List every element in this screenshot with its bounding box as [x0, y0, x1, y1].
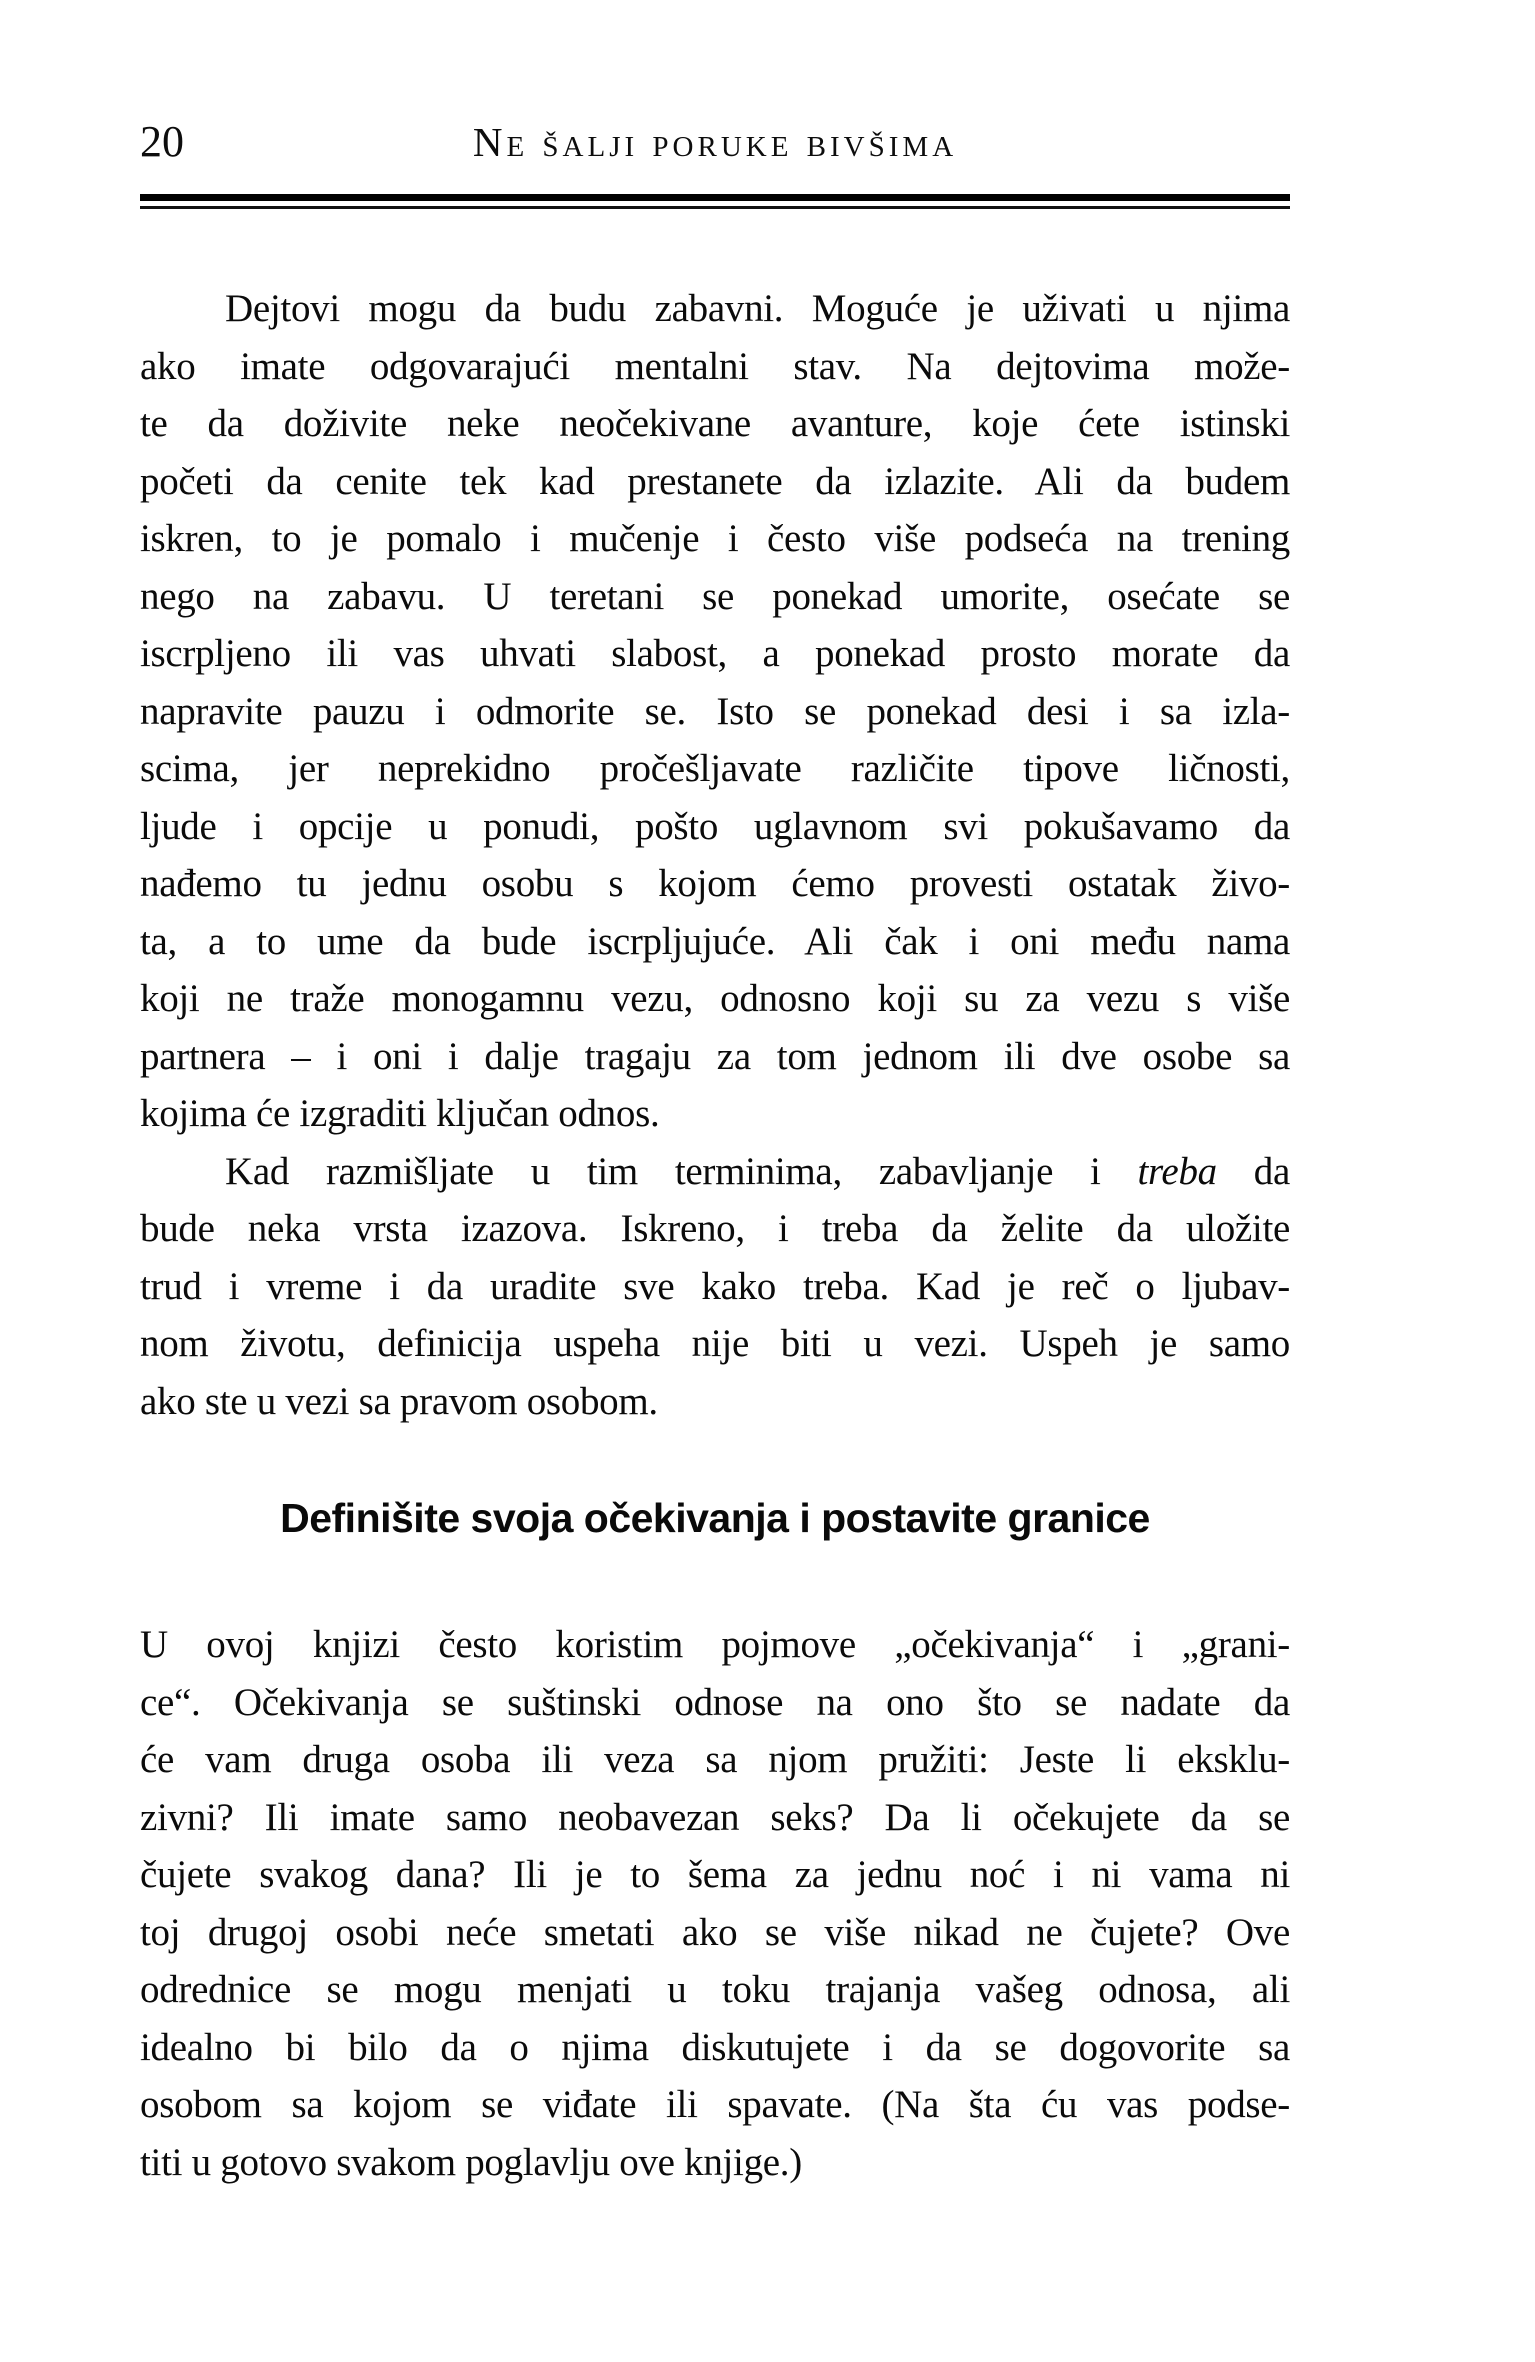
text-line: Dejtovi mogu da budu zabavni. Moguće je uživati u njima	[225, 287, 1290, 330]
text-line: te da doživite neke neočekivane avanture, koje ćete istinski	[140, 402, 1290, 445]
text-line	[140, 1143, 1290, 1201]
page-number: 20	[140, 117, 184, 166]
text-line: bude neka vrsta izazova. Iskreno, i treba da želite da uložite	[140, 1207, 1290, 1250]
text-line: titi u gotovo svakom poglavlju ove knjige.)	[140, 2140, 802, 2184]
header-rule-thin	[140, 206, 1290, 209]
section-heading: Definišite svoja očekivanja i postavite granice	[280, 1495, 1150, 1541]
text-line: idealno bi bilo da o njima diskutujete i da se dogovorite sa	[140, 2025, 1290, 2069]
text-line: U ovoj knjizi često koristim pojmove „očekivanja“ i „grani-	[140, 1623, 1290, 1666]
text-line: čujete svakog dana? Ili je to šema za jednu noć i ni vama ni	[140, 1853, 1290, 1896]
text-block	[140, 0, 1290, 2191]
text-segment: da	[1216, 1149, 1290, 1193]
running-title: Ne šalji poruke bivšima	[472, 119, 958, 165]
paragraph	[140, 1616, 1290, 2191]
text-line: nađemo tu jednu osobu s kojom ćemo provesti ostatak živo-	[140, 862, 1290, 905]
text-line: ako imate odgovarajući mentalni stav. Na dejtovima može-	[140, 344, 1290, 388]
paragraph	[140, 280, 1290, 1143]
text-line: nom životu, definicija uspeha nije biti u vezi. Uspeh je samo	[140, 1322, 1290, 1365]
text-line: odrednice se mogu menjati u toku trajanja vašeg odnosa, ali	[140, 1968, 1290, 2011]
text-line: će vam druga osoba ili veza sa njom pružiti: Jeste li eksklu-	[140, 1738, 1290, 1781]
text-line: napravite pauzu i odmorite se. Isto se ponekad desi i sa izla-	[140, 689, 1290, 733]
body-text-before-heading	[140, 280, 1290, 1430]
text-line: zivni? Ili imate samo neobavezan seks? Da li očekujete da se	[140, 1795, 1290, 1839]
text-line: scima, jer neprekidno pročešljavate različite tipove ličnosti,	[140, 747, 1290, 790]
text-line: ako ste u vezi sa pravom osobom.	[140, 1379, 658, 1423]
emphasized-text: treba	[1137, 1149, 1217, 1193]
paragraph	[140, 1143, 1290, 1431]
text-line: toj drugoj osobi neće smetati ako se više nikad ne čujete? Ove	[140, 1910, 1290, 1954]
text-line: trud i vreme i da uradite sve kako treba. Kad je reč o ljubav-	[140, 1264, 1290, 1308]
text-line: ce“. Očekivanja se suštinski odnose na ono što se nadate da	[140, 1680, 1290, 1724]
text-line: partnera – i oni i dalje tragaju za tom jednom ili dve osobe sa	[140, 1034, 1290, 1078]
text-segment: Kad razmišljate u tim terminima, zabavljanje i	[225, 1149, 1138, 1193]
text-line: iskren, to je pomalo i mučenje i često više podseća na trening	[140, 517, 1290, 560]
text-line: ta, a to ume da bude iscrpljujuće. Ali čak i oni među nama	[140, 919, 1290, 963]
text-line: osobom sa kojom se viđate ili spavate. (Na šta ću vas podse-	[140, 2083, 1290, 2126]
header-rule-thick	[140, 194, 1290, 201]
text-line: nego na zabavu. U teretani se ponekad umorite, osećate se	[140, 574, 1290, 618]
text-line: početi da cenite tek kad prestanete da izlazite. Ali da budem	[140, 459, 1290, 503]
text-line: ljude i opcije u ponudi, pošto uglavnom svi pokušavamo da	[140, 804, 1290, 848]
running-header	[140, 0, 1290, 168]
body-text-after-heading	[140, 1616, 1290, 2191]
text-line: koji ne traže monogamnu vezu, odnosno koji su za vezu s više	[140, 977, 1290, 1020]
text-line: kojima će izgraditi ključan odnos.	[140, 1092, 660, 1135]
text-line: iscrpljeno ili vas uhvati slabost, a ponekad prosto morate da	[140, 632, 1290, 675]
